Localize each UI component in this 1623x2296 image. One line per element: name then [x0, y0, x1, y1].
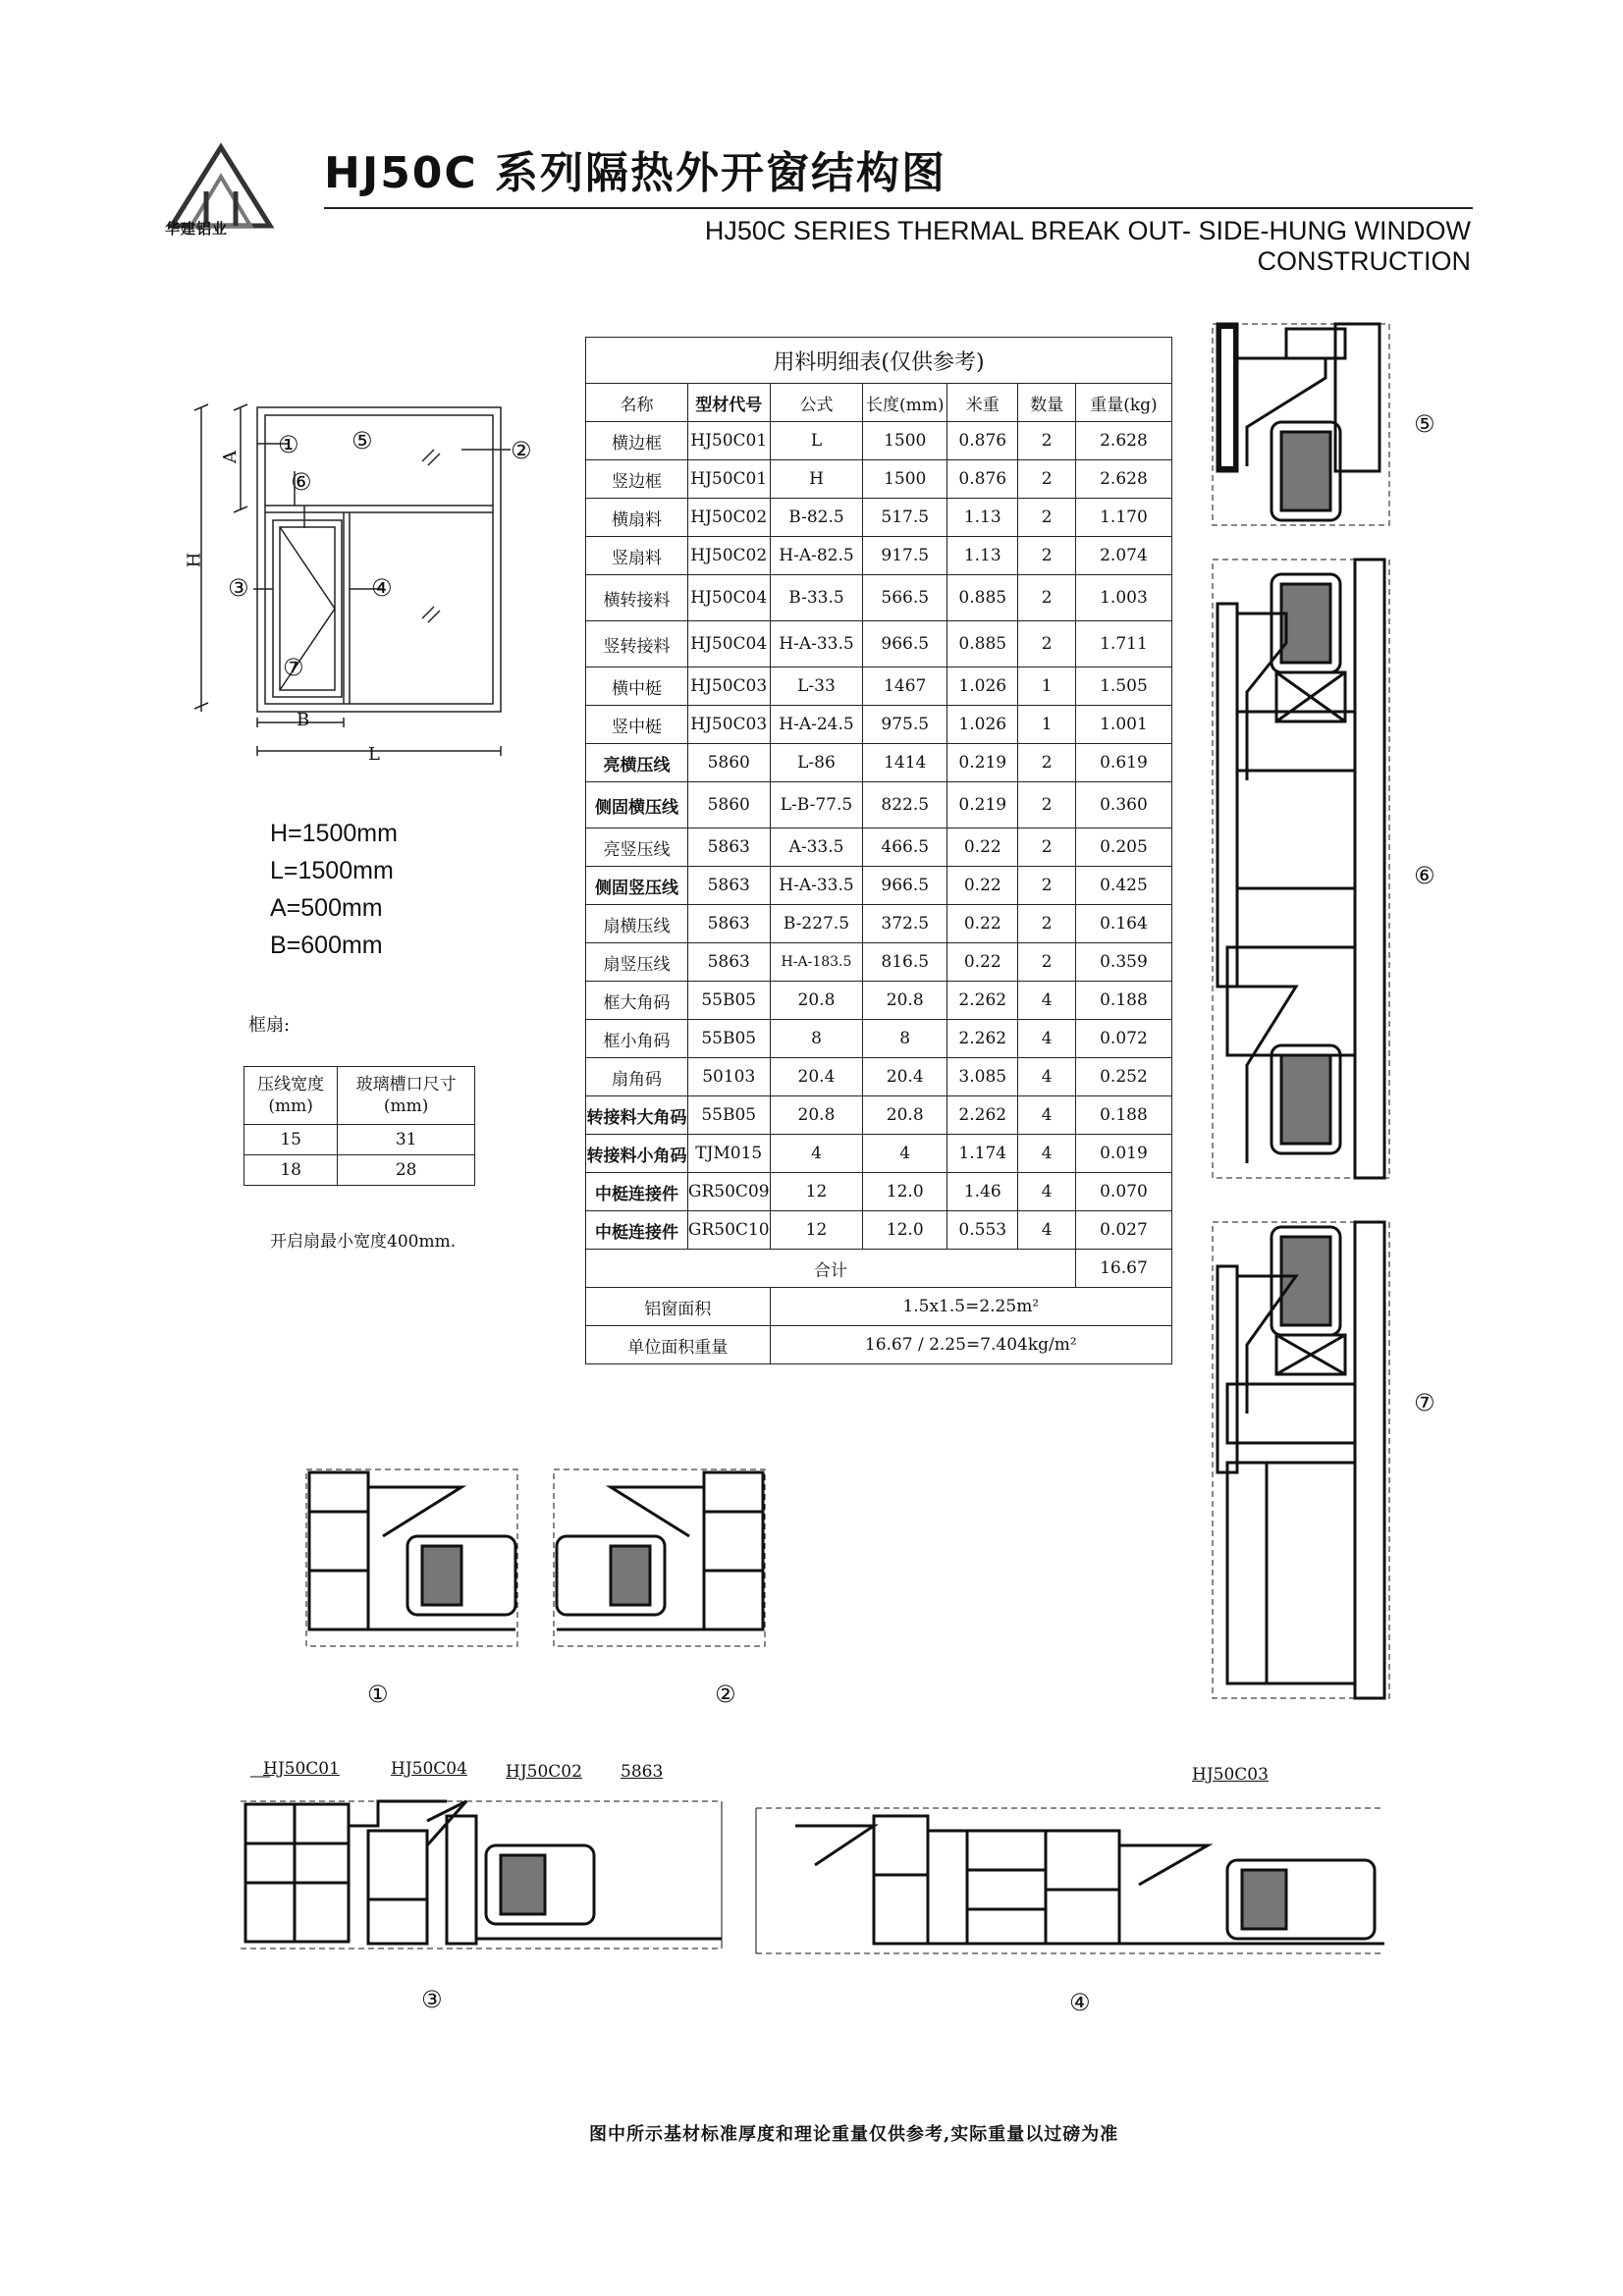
material-cell: 1.026: [947, 706, 1018, 744]
material-name-cell: 转接料小角码: [586, 1135, 688, 1173]
material-cell: 2: [1018, 905, 1075, 943]
unit-weight-label: 单位面积重量: [586, 1326, 771, 1364]
section-4-drawing: [756, 1806, 1389, 1963]
material-cell: 0.164: [1075, 905, 1171, 943]
material-cell: 966.5: [863, 621, 947, 667]
material-cell: GR50C10: [687, 1211, 770, 1250]
material-cell: 0.188: [1075, 982, 1171, 1020]
material-row: [586, 828, 1172, 867]
material-cell: 822.5: [863, 782, 947, 828]
material-cell: 1.711: [1075, 621, 1171, 667]
title-rule: [324, 207, 1473, 209]
material-cell: 0.359: [1075, 943, 1171, 982]
material-cell: L-B-77.5: [770, 782, 863, 828]
material-cell: 1: [1018, 706, 1075, 744]
material-cell: L-33: [770, 667, 863, 706]
dim-H: H=1500mm: [270, 820, 398, 847]
material-cell: 55B05: [687, 982, 770, 1020]
material-row: [586, 1020, 1172, 1058]
material-cell: HJ50C04: [687, 621, 770, 667]
material-cell: 1: [1018, 667, 1075, 706]
material-row: [586, 905, 1172, 943]
section-7-drawing: [1208, 1217, 1394, 1703]
material-name-cell: 竖扇料: [586, 537, 688, 575]
material-name-cell: 横边框: [586, 422, 688, 460]
material-cell: 55B05: [687, 1096, 770, 1135]
material-header-cell: 型材代号: [687, 384, 770, 422]
section-label-4: ④: [1069, 1989, 1091, 2016]
material-cell: 2.262: [947, 982, 1018, 1020]
material-cell: 917.5: [863, 537, 947, 575]
material-cell: 4: [770, 1135, 863, 1173]
material-header-cell: 长度(mm): [863, 384, 947, 422]
dim-A: A=500mm: [270, 894, 383, 922]
dim-B: B=600mm: [270, 932, 383, 959]
material-name-cell: 扇竖压线: [586, 943, 688, 982]
material-cell: 4: [863, 1135, 947, 1173]
material-cell: 0.22: [947, 867, 1018, 905]
material-cell: 20.8: [863, 982, 947, 1020]
material-cell: 566.5: [863, 575, 947, 621]
material-cell: 2: [1018, 943, 1075, 982]
section-label-3: ③: [421, 1986, 443, 2013]
material-cell: H-A-33.5: [770, 867, 863, 905]
material-cell: 2.628: [1075, 460, 1171, 499]
material-cell: 1.174: [947, 1135, 1018, 1173]
material-cell: 2.628: [1075, 422, 1171, 460]
material-cell: 1.13: [947, 537, 1018, 575]
material-cell: 0.219: [947, 782, 1018, 828]
material-cell: L: [770, 422, 863, 460]
marker-5: ⑤: [352, 427, 373, 454]
material-row: [586, 537, 1172, 575]
material-name-cell: 中梃连接件: [586, 1173, 688, 1211]
material-cell: 12: [770, 1173, 863, 1211]
material-name-cell: 扇横压线: [586, 905, 688, 943]
material-cell: 2.262: [947, 1020, 1018, 1058]
material-cell: 0.876: [947, 460, 1018, 499]
material-cell: 0.885: [947, 621, 1018, 667]
marker-1: ①: [278, 431, 299, 458]
material-cell: A-33.5: [770, 828, 863, 867]
material-cell: 0.553: [947, 1211, 1018, 1250]
material-row: [586, 1058, 1172, 1096]
material-cell: 2: [1018, 499, 1075, 537]
section-5-drawing: [1208, 319, 1394, 530]
material-name-cell: 转接料大角码: [586, 1096, 688, 1135]
profile-label-hj50c02: HJ50C02: [506, 1762, 582, 1782]
material-cell: 4: [1018, 1020, 1075, 1058]
gw-cell: 31: [338, 1125, 475, 1155]
min-width-note: 开启扇最小宽度400mm.: [270, 1232, 457, 1252]
material-header-cell: 数量: [1018, 384, 1075, 422]
material-cell: 1500: [863, 422, 947, 460]
material-cell: 816.5: [863, 943, 947, 982]
material-row: [586, 1211, 1172, 1250]
material-cell: 975.5: [863, 706, 947, 744]
material-cell: 1414: [863, 744, 947, 782]
profile-label-hj50c03: HJ50C03: [1192, 1765, 1269, 1785]
material-cell: 2: [1018, 537, 1075, 575]
material-cell: HJ50C03: [687, 667, 770, 706]
marker-2: ②: [511, 437, 532, 464]
material-cell: 5860: [687, 744, 770, 782]
material-cell: 1.505: [1075, 667, 1171, 706]
section-3-drawing: [241, 1777, 727, 1958]
material-cell: 4: [1018, 1135, 1075, 1173]
material-cell: 1467: [863, 667, 947, 706]
material-cell: 1.46: [947, 1173, 1018, 1211]
page-subtitle: HJ50C SERIES THERMAL BREAK OUT- SIDE-HUNG WINDOW CONSTRUCTION: [704, 216, 1471, 276]
dim-label-B: B: [297, 710, 310, 730]
dim-L: L=1500mm: [270, 857, 394, 884]
gw-cell: 15: [244, 1125, 338, 1155]
material-cell: HJ50C03: [687, 706, 770, 744]
material-name-cell: 框大角码: [586, 982, 688, 1020]
material-cell: 1.13: [947, 499, 1018, 537]
material-name-cell: 亮横压线: [586, 744, 688, 782]
material-cell: 2: [1018, 460, 1075, 499]
section-label-1: ①: [367, 1681, 389, 1708]
material-cell: 2.074: [1075, 537, 1171, 575]
material-cell: 55B05: [687, 1020, 770, 1058]
material-cell: 0.027: [1075, 1211, 1171, 1250]
material-name-cell: 框小角码: [586, 1020, 688, 1058]
material-cell: 0.072: [1075, 1020, 1171, 1058]
material-cell: 12.0: [863, 1173, 947, 1211]
material-cell: 1.003: [1075, 575, 1171, 621]
marker-6: ⑥: [291, 468, 312, 496]
material-cell: 0.425: [1075, 867, 1171, 905]
material-row: [586, 460, 1172, 499]
material-row: [586, 1135, 1172, 1173]
material-row: [586, 667, 1172, 706]
material-row: [586, 575, 1172, 621]
material-cell: 50103: [687, 1058, 770, 1096]
material-cell: 0.188: [1075, 1096, 1171, 1135]
material-table: [585, 337, 1172, 1364]
material-row: [586, 1173, 1172, 1211]
material-cell: 0.205: [1075, 828, 1171, 867]
material-cell: H-A-82.5: [770, 537, 863, 575]
material-row: [586, 1096, 1172, 1135]
material-name-cell: 横转接料: [586, 575, 688, 621]
material-cell: TJM015: [687, 1135, 770, 1173]
material-cell: 12.0: [863, 1211, 947, 1250]
marker-7: ⑦: [283, 654, 304, 681]
material-cell: 1.026: [947, 667, 1018, 706]
page-title: HJ50C 系列隔热外开窗结构图: [324, 148, 947, 198]
material-cell: 0.22: [947, 828, 1018, 867]
material-cell: HJ50C04: [687, 575, 770, 621]
material-name-cell: 竖转接料: [586, 621, 688, 667]
material-cell: 5863: [687, 905, 770, 943]
section-6-drawing: [1208, 555, 1394, 1183]
material-name-cell: 扇角码: [586, 1058, 688, 1096]
material-cell: 0.070: [1075, 1173, 1171, 1211]
material-cell: 3.085: [947, 1058, 1018, 1096]
material-cell: 8: [770, 1020, 863, 1058]
material-table-title: 用料明细表(仅供参考): [586, 338, 1172, 384]
material-cell: 4: [1018, 982, 1075, 1020]
material-cell: 372.5: [863, 905, 947, 943]
material-cell: 20.4: [770, 1058, 863, 1096]
section-label-6: ⑥: [1414, 862, 1435, 889]
material-cell: 0.252: [1075, 1058, 1171, 1096]
material-cell: 2: [1018, 744, 1075, 782]
material-cell: 5860: [687, 782, 770, 828]
section-1-drawing: [304, 1468, 520, 1649]
material-cell: H-A-183.5: [770, 943, 863, 982]
material-row: [586, 499, 1172, 537]
material-cell: 2: [1018, 422, 1075, 460]
material-cell: 20.4: [863, 1058, 947, 1096]
total-value: 16.67: [1075, 1250, 1171, 1288]
material-cell: 0.22: [947, 905, 1018, 943]
logo-text: 华建铝业: [165, 220, 229, 238]
material-cell: L-86: [770, 744, 863, 782]
material-cell: 0.876: [947, 422, 1018, 460]
material-name-cell: 中梃连接件: [586, 1211, 688, 1250]
material-cell: 4: [1018, 1173, 1075, 1211]
dimension-list: [270, 815, 398, 964]
profile-label-5863: 5863: [621, 1762, 664, 1782]
material-row: [586, 867, 1172, 905]
footer-note: 图中所示基材标准厚度和理论重量仅供参考,实际重量以过磅为准: [589, 2124, 1119, 2145]
material-cell: GR50C09: [687, 1173, 770, 1211]
section-label-5: ⑤: [1414, 410, 1435, 438]
material-cell: 0.619: [1075, 744, 1171, 782]
material-cell: 2: [1018, 621, 1075, 667]
material-cell: HJ50C02: [687, 499, 770, 537]
material-cell: 466.5: [863, 828, 947, 867]
material-cell: 0.360: [1075, 782, 1171, 828]
dim-label-A: A: [220, 451, 241, 463]
material-cell: 0.885: [947, 575, 1018, 621]
section-2-drawing: [552, 1468, 768, 1649]
material-cell: 20.8: [770, 1096, 863, 1135]
material-cell: 1.001: [1075, 706, 1171, 744]
area-value: 1.5x1.5=2.25m²: [770, 1288, 1171, 1326]
material-header-cell: 重量(kg): [1075, 384, 1171, 422]
material-row: [586, 422, 1172, 460]
material-cell: 5863: [687, 828, 770, 867]
material-cell: 0.019: [1075, 1135, 1171, 1173]
material-cell: 20.8: [863, 1096, 947, 1135]
material-cell: 2: [1018, 575, 1075, 621]
material-cell: 12: [770, 1211, 863, 1250]
material-header-cell: 公式: [770, 384, 863, 422]
material-cell: HJ50C01: [687, 460, 770, 499]
material-cell: HJ50C01: [687, 422, 770, 460]
material-cell: 5863: [687, 943, 770, 982]
dim-label-H: H: [184, 552, 205, 568]
material-cell: B-227.5: [770, 905, 863, 943]
material-cell: 966.5: [863, 867, 947, 905]
marker-3: ③: [228, 574, 249, 602]
material-row: [586, 744, 1172, 782]
material-cell: 2.262: [947, 1096, 1018, 1135]
material-cell: 2: [1018, 828, 1075, 867]
material-cell: 4: [1018, 1211, 1075, 1250]
profile-label-hj50c04: HJ50C04: [391, 1759, 467, 1779]
material-cell: 1500: [863, 460, 947, 499]
material-cell: B-33.5: [770, 575, 863, 621]
unit-weight-value: 16.67 / 2.25=7.404kg/m²: [770, 1326, 1171, 1364]
section-label-7: ⑦: [1414, 1389, 1435, 1416]
material-cell: 0.219: [947, 744, 1018, 782]
material-cell: 5863: [687, 867, 770, 905]
material-row: [586, 943, 1172, 982]
gw-cell: 18: [244, 1155, 338, 1186]
material-cell: 20.8: [770, 982, 863, 1020]
profile-label-hj50c01: HJ50C01: [263, 1759, 340, 1779]
material-name-cell: 侧固横压线: [586, 782, 688, 828]
material-cell: B-82.5: [770, 499, 863, 537]
total-label: 合计: [586, 1250, 1076, 1288]
material-cell: 2: [1018, 782, 1075, 828]
section-label-2: ②: [715, 1681, 736, 1708]
marker-4: ④: [371, 574, 393, 602]
material-cell: H-A-33.5: [770, 621, 863, 667]
material-name-cell: 侧固竖压线: [586, 867, 688, 905]
material-header-cell: 名称: [586, 384, 688, 422]
material-cell: 8: [863, 1020, 947, 1058]
material-cell: H-A-24.5: [770, 706, 863, 744]
gw-header-1: 压线宽度 (mm): [244, 1067, 338, 1125]
material-name-cell: 亮竖压线: [586, 828, 688, 867]
material-name-cell: 竖边框: [586, 460, 688, 499]
gw-header-2: 玻璃槽口尺寸 (mm): [338, 1067, 475, 1125]
material-cell: H: [770, 460, 863, 499]
material-row: [586, 621, 1172, 667]
material-cell: HJ50C02: [687, 537, 770, 575]
material-row: [586, 706, 1172, 744]
material-cell: 0.22: [947, 943, 1018, 982]
material-cell: 517.5: [863, 499, 947, 537]
dim-label-L: L: [368, 744, 380, 765]
material-row: [586, 982, 1172, 1020]
material-name-cell: 竖中梃: [586, 706, 688, 744]
frame-sash-label: 框扇:: [248, 1015, 291, 1036]
material-cell: 4: [1018, 1058, 1075, 1096]
gw-cell: 28: [338, 1155, 475, 1186]
area-label: 铝窗面积: [586, 1288, 771, 1326]
glass-width-table: [243, 1066, 475, 1186]
material-cell: 4: [1018, 1096, 1075, 1135]
material-cell: 1.170: [1075, 499, 1171, 537]
material-row: [586, 782, 1172, 828]
material-name-cell: 横中梃: [586, 667, 688, 706]
material-name-cell: 横扇料: [586, 499, 688, 537]
material-header-cell: 米重: [947, 384, 1018, 422]
material-cell: 2: [1018, 867, 1075, 905]
